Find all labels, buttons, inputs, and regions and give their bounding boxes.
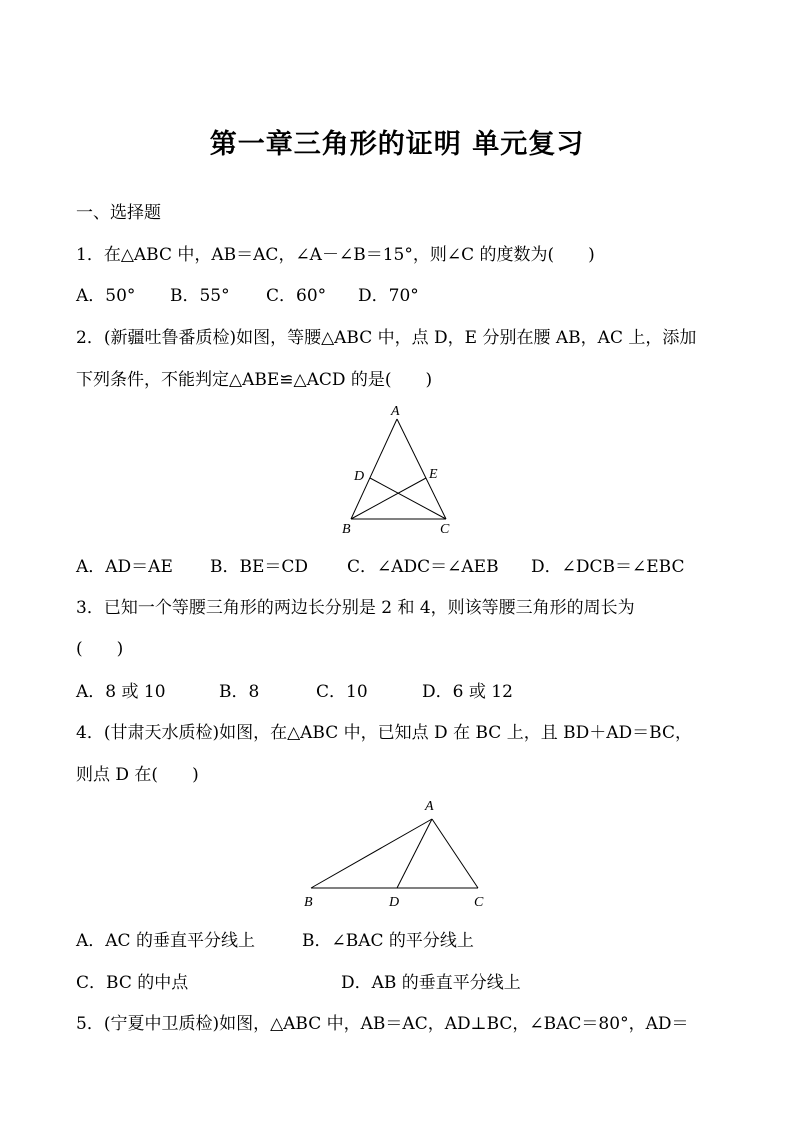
q2-option-b[interactable]: B．BE＝CD bbox=[210, 557, 309, 577]
page-title: 第一章三角形的证明 单元复习 bbox=[209, 129, 585, 160]
q2-label-b: B bbox=[342, 522, 351, 537]
q3-option-c[interactable]: C．10 bbox=[316, 682, 368, 702]
q4-label-b: B bbox=[304, 895, 313, 910]
q1-option-c[interactable]: C．60° bbox=[266, 286, 327, 306]
section-heading: 一、选择题 bbox=[76, 203, 161, 223]
q4-triangle-figure bbox=[296, 794, 496, 914]
q2-option-d[interactable]: D．∠DCB＝∠EBC bbox=[531, 557, 685, 577]
q2-label-a: A bbox=[391, 404, 400, 419]
q2-label-d: D bbox=[354, 469, 365, 484]
question-2-stem-line1: 2．(新疆吐鲁番质检)如图，等腰△ABC 中，点 D，E 分别在腰 AB，AC 上，添加 bbox=[76, 328, 697, 348]
q3-option-a[interactable]: A．8 或 10 bbox=[76, 682, 166, 702]
question-5-stem-line1: 5．(宁夏中卫质检)如图，△ABC 中，AB＝AC，AD⊥BC，∠BAC＝80°，AD＝ bbox=[76, 1014, 689, 1034]
q2-segment-be bbox=[351, 478, 426, 519]
question-1-stem: 1．在△ABC 中，AB＝AC，∠A－∠B＝15°，则∠C 的度数为( ) bbox=[76, 245, 595, 265]
q2-label-e: E bbox=[429, 467, 438, 482]
question-3-stem-line2: ( ) bbox=[76, 639, 124, 659]
question-4-stem-line1: 4．(甘肃天水质检)如图，在△ABC 中，已知点 D 在 BC 上，且 BD＋AD＝BC， bbox=[76, 723, 692, 743]
q4-label-d: D bbox=[389, 895, 400, 910]
q2-label-c: C bbox=[440, 522, 450, 537]
q1-option-d[interactable]: D．70° bbox=[358, 286, 419, 306]
q4-label-c: C bbox=[474, 895, 484, 910]
question-3-stem-line1: 3．已知一个等腰三角形的两边长分别是 2 和 4，则该等腰三角形的周长为 bbox=[76, 598, 635, 618]
q4-side-ab bbox=[311, 819, 432, 888]
q2-option-c[interactable]: C．∠ADC＝∠AEB bbox=[347, 557, 499, 577]
q1-option-b[interactable]: B．55° bbox=[170, 286, 230, 306]
question-2-stem-line2: 下列条件，不能判定△ABE≌△ACD 的是( ) bbox=[76, 370, 433, 390]
q2-triangle-figure bbox=[336, 400, 466, 540]
q2-option-a[interactable]: A．AD＝AE bbox=[76, 557, 173, 577]
q4-option-c[interactable]: C．BC 的中点 bbox=[76, 973, 189, 993]
q3-option-d[interactable]: D．6 或 12 bbox=[422, 682, 513, 702]
q1-option-a[interactable]: A．50° bbox=[76, 286, 136, 306]
question-4-stem-line2: 则点 D 在( ) bbox=[76, 765, 199, 785]
q4-option-a[interactable]: A．AC 的垂直平分线上 bbox=[76, 931, 255, 951]
q3-option-b[interactable]: B．8 bbox=[219, 682, 260, 702]
q4-option-d[interactable]: D．AB 的垂直平分线上 bbox=[341, 973, 521, 993]
q4-option-b[interactable]: B．∠BAC 的平分线上 bbox=[302, 931, 474, 951]
q4-label-a: A bbox=[425, 799, 434, 814]
q4-side-ac bbox=[432, 819, 478, 888]
q2-segment-dc bbox=[370, 478, 446, 519]
q2-side-ac bbox=[397, 419, 446, 519]
